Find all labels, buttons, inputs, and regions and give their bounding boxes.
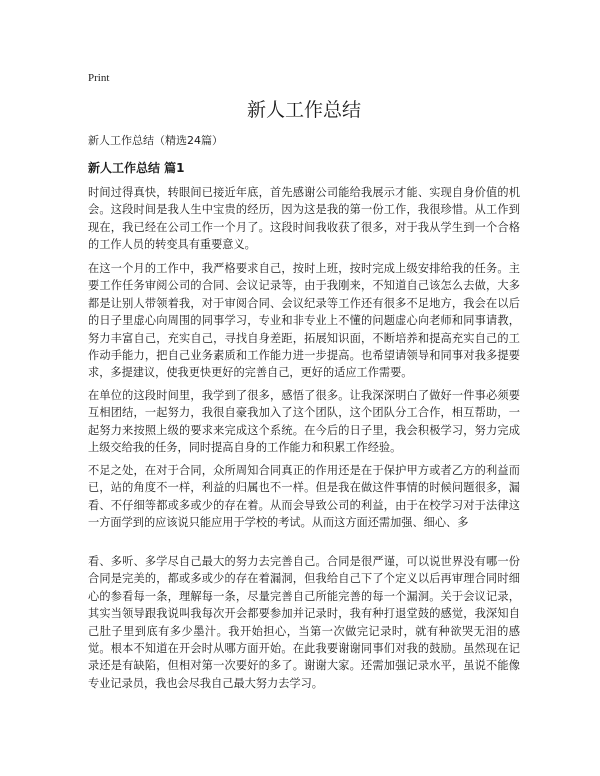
print-link[interactable]: Print: [88, 72, 110, 84]
paragraph-2: 在这一个月的工作中，我严格要求自己，按时上班，按时完成上级安排给我的任务。主要工作任务审阅公司的合同、会议记录等，由于我刚来，不知道自己该怎么去做，大多都是让别人带领着我，对于审阅合同、会议纪录等工作还有很多不足地方，我会在以后的日子里虚心向周围的同事学习，专业和非专业上不懂的问题虚心向老师和同事请教，努力丰富自己，充实自己，寻找自身差距，拓展知识面，不断培养和提高充实自己的工作动手能力，把自己业务素质和工作能力进一步提高。也希望请领导和同事对我多提要求，多提建议，使我更快更好的完善自己，更好的适应工作需要。: [88, 262, 520, 380]
paragraph-5: 看、多听、多学尽自己最大的努力去完善自己。合同是很严谨，可以说世界没有哪一份合同是完美的，都或多或少的存在着漏洞，但我给自己下了个定义以后再审理合同时细心的参看每一条，理解每一条，尽量完善自己所能完善的每一个漏洞。关于会议记录，其实当领导跟我说叫我每次开会都要参加并记录时，我有种打退堂鼓的感觉，我深知自己肚子里到底有多少墨汁。我开始担心，当第一次做完记录时，就有种欲哭无泪的感觉。根本不知道在开会时从哪方面开始。在此我要谢谢同事们对我的鼓励。虽然现在记录还是有缺陷，但相对第一次要好的多了。谢谢大家。还需加强记录水平，虽说不能像专业记录员，我也会尽我自己最大努力去学习。: [88, 555, 520, 690]
paragraph-4: 不足之处，在对于合同，众所周知合同真正的作用还是在于保护甲方或者乙方的利益而已，站的角度不一样，利益的归属也不一样。但是我在做这件事情的时候问题很多，漏看、不仔细等都或多或少的存在着。从而会导致公司的利益，由于在校学习对于法律这一方面学到的应该说只能应用于学校的考试。从而这方面还需加强、细心、多: [88, 464, 520, 530]
paragraph-1: 时间过得真快，转眼间已接近年底，首先感谢公司能给我展示才能、实现自身价值的机会。这段时间是我人生中宝贵的经历，因为这是我的第一份工作，我很珍惜。从工作到现在，我已经在公司工作一个月了。这段时间我收获了很多，对于我从学生到一个合格的工作人员的转变具有重要意义。: [88, 186, 520, 252]
page-title: 新人工作总结: [246, 99, 361, 121]
paragraph-3: 在单位的这段时间里，我学到了很多，感悟了很多。让我深深明白了做好一件事必须要互相团结，一起努力，我很自豪我加入了这个团队，这个团队分工合作，相互帮助，一起努力来按照上级的要求来完成这个系统。在今后的日子里，我会积极学习，努力完成上级交给我的任务，同时提高自身的工作能力和积累工作经验。: [88, 389, 520, 455]
document-subtitle: 新人工作总结（精选24篇）: [88, 134, 223, 147]
section-heading: 新人工作总结 篇1: [88, 161, 185, 175]
